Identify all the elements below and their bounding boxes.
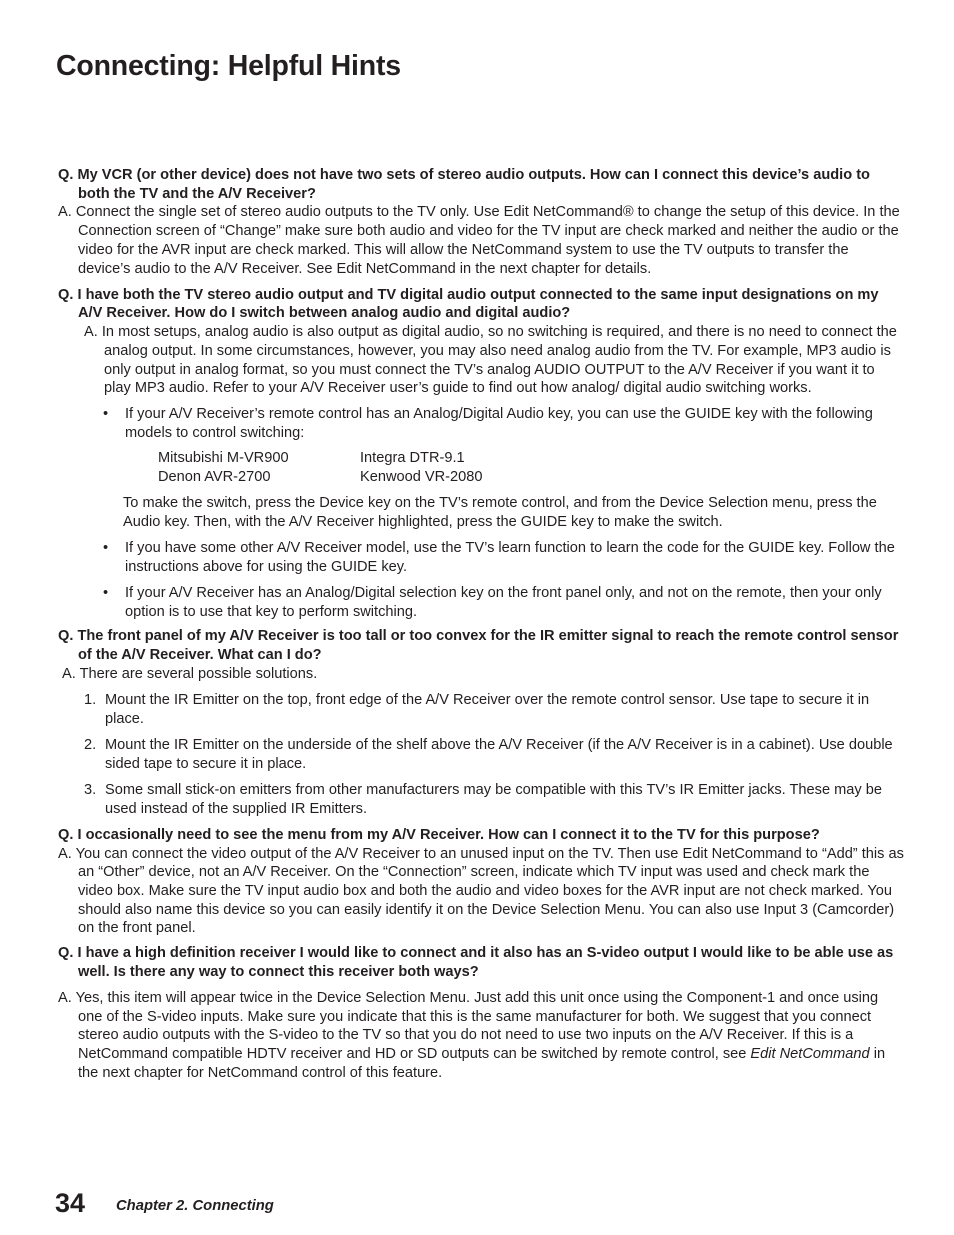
bullet-icon: •	[103, 406, 109, 423]
answer-ir-emitter: A. There are several possible solutions.	[62, 665, 318, 682]
page-number: 34	[55, 1188, 86, 1218]
model-name: Denon AVR-2700	[158, 468, 271, 485]
chapter-label: Chapter 2. Connecting	[116, 1198, 274, 1214]
page-content	[58, 166, 904, 1082]
answer-vcr-audio: A. Connect the single set of stereo audio outputs to the TV only. Use Edit NetCommand® to change the setup of this device. In the Connection screen of “Change” make sure both audio and video for the TV input are check marked and neither the audio or the video for the AVR input are check marked. This will allow the NetCommand system to use the TV outputs to transfer the device’s audio to the A/V Receiver. See Edit NetCommand in the next chapter for details.	[58, 204, 900, 277]
receiver-models-list	[58, 449, 904, 486]
question-ir-emitter: Q. The front panel of my A/V Receiver is too tall or too convex for the IR emitter signal to reach the remote control sensor of the A/V Receiver. What can I do?	[58, 628, 899, 664]
step-item: 3. Some small stick-on emitters from other manufacturers may be compatible with this TV’s IR Emitter jacks. These may be used instead of the supplied IR Emitters.	[84, 781, 882, 817]
bullet-icon: •	[103, 585, 109, 602]
model-name: Mitsubishi M-VR900	[158, 449, 289, 466]
bullet-learn-function: • If you have some other A/V Receiver model, use the TV’s learn function to learn the code for the GUIDE key. Follow the instructions above for using the GUIDE key.	[103, 540, 895, 575]
step-item: 2. Mount the IR Emitter on the underside of the shelf above the A/V Receiver (if the A/V Receiver is in a cabinet). Use double sided tape to secure it in place.	[84, 736, 893, 772]
model-name: Integra DTR-9.1	[360, 449, 465, 466]
question-vcr-audio: Q. My VCR (or other device) does not have two sets of stereo audio outputs. How can I connect this device’s audio to both the TV and the A/V Receiver?	[58, 167, 870, 202]
bullet-guide-key: • If your A/V Receiver’s remote control has an Analog/Digital Audio key, you can use the GUIDE key with the following models to control switching:	[103, 406, 873, 442]
answer-analog-digital: A. In most setups, analog audio is also output as digital audio, so no switching is required, and there is no need to connect the analog output. In some circumstances, however, you may also need analog audio from the TV. For example, MP3 audio is only output in analog format, so you must connect the TV’s analog AUDIO OUTPUT to the A/V Receiver if you want it to play MP3 audio. Refer to your A/V Receiver user’s guide to find out how analog/ digital audio switching works.	[84, 324, 897, 397]
bullet-front-panel-key: • If your A/V Receiver has an Analog/Digital selection key on the front panel only, and not on the remote, then your only option is to use that key to perform switching.	[103, 585, 882, 620]
bullet-icon: •	[103, 540, 109, 557]
page-title: Connecting: Helpful Hints	[56, 50, 401, 82]
answer-receiver-menu: A. You can connect the video output of the A/V Receiver to an unused input on the TV. Then use Edit NetCommand to “Add” this as an “Other” device, not an A/V Receiver. On the “Connection” screen, indicate which TV input was used and check mark the video box. Make sure the TV input audio box and both the audio and video boxes for the AVR input are not check marked. You should also name this device so you can easily identify it on the Device Selection Menu. You can also use Input 3 (Camcorder) on the front panel.	[58, 845, 904, 937]
question-receiver-menu: Q. I occasionally need to see the menu from my A/V Receiver. How can I connect it to the TV for this purpose?	[58, 826, 820, 843]
model-name: Kenwood VR-2080	[360, 468, 483, 485]
question-hd-receiver: Q. I have a high definition receiver I would like to connect and it also has an S-video output I would like to be able use as well. Is there any way to connect this receiver both ways?	[58, 945, 894, 980]
step-item: 1. Mount the IR Emitter on the top, front edge of the A/V Receiver over the remote control sensor. Use tape to secure it in place.	[84, 692, 870, 727]
question-analog-digital: Q. I have both the TV stereo audio output and TV digital audio output connected to the same input designations on my A/V Receiver. How do I switch between analog audio and digital audio?	[58, 286, 879, 322]
switch-instructions: To make the switch, press the Device key on the TV’s remote control, and from the Device Selection menu, press the Audio key. Then, with the A/V Receiver highlighted, press the GUIDE key to make the switch.	[123, 495, 877, 530]
edit-netcommand-reference: Edit NetCommand	[750, 1046, 870, 1063]
answer-hd-receiver: A. Yes, this item will appear twice in the Device Selection Menu. Just add this unit once using the Component-1 and once using one of the S-video inputs. Make sure you indicate that this is the same manufacturer for both. We suggest that you connect stereo audio outputs with the S-video to the TV so that you do not need to use two inputs on the A/V Receiver. If this is a NetCommand compatible HDTV receiver and HD or SD outputs can be switched by remote control, see Edit NetCommand in the next chapter for NetCommand control of this feature.	[58, 989, 886, 1081]
